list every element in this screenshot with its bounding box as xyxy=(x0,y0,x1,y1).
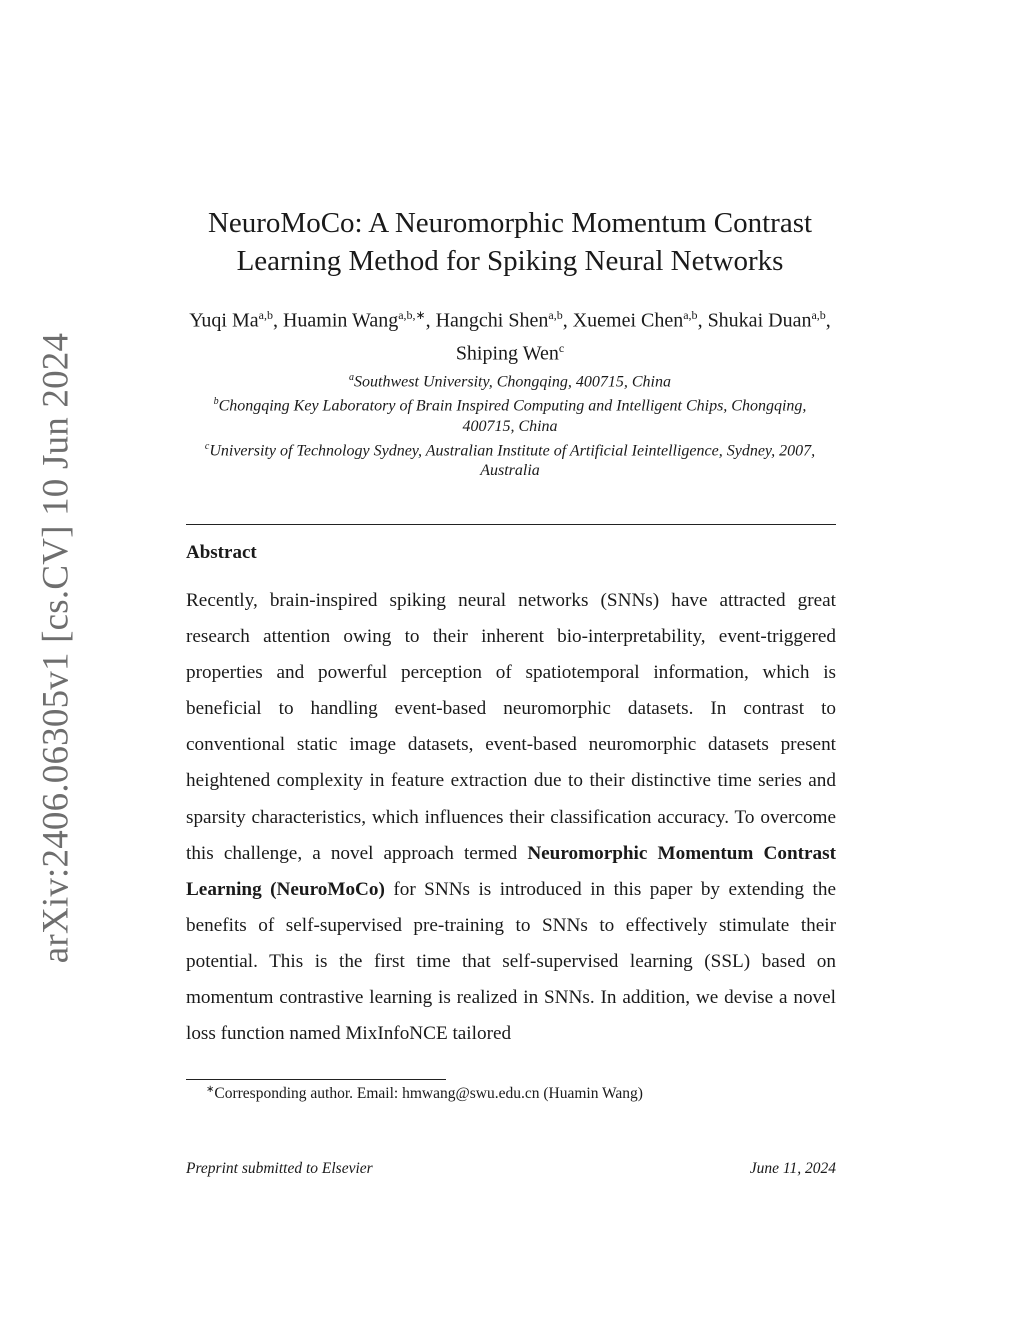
abstract-method-name: Neuromorphic Momentum Contrast Learning (NeuroMoCo) xyxy=(186,842,836,900)
affiliation-text: University of Technology Sydney, Australian Institute of Artificial Ieintelligence, Sydney, 2007, Australia xyxy=(209,441,816,479)
footer-date: June 11, 2024 xyxy=(749,1160,836,1177)
author-affil-mark: a,b xyxy=(258,308,273,322)
author-name: Shiping Wen xyxy=(455,342,559,365)
arxiv-identifier-stamp: arXiv:2406.06305v1 [cs.CV] 10 Jun 2024 xyxy=(35,332,77,964)
affiliation-b xyxy=(200,392,820,436)
affiliation-c xyxy=(200,437,820,481)
affiliation-a xyxy=(200,368,820,392)
author-name: Yuqi Ma xyxy=(189,309,259,332)
affiliations xyxy=(200,368,820,481)
affiliation-mark: a xyxy=(349,372,355,383)
footnote xyxy=(206,1084,643,1103)
affiliation-mark: c xyxy=(204,440,210,452)
abstract-body xyxy=(186,583,836,1052)
title-line-2: Learning Method for Spiking Neural Networks xyxy=(236,245,784,277)
abstract-text-part-2: for SNNs is introduced in this paper by extending the benefits of self-supervised pre-training to SNNs to effectively stimulate their potential. This is the first time that self-supervised learning (SSL) based on momentum contrastive learning is realized in SNNs. In addition, we devise a novel loss function named MixInfoNCE tailored xyxy=(186,878,837,1045)
abstract-heading: Abstract xyxy=(186,542,257,563)
affiliation-mark: b xyxy=(213,396,219,408)
author-affil-mark: c xyxy=(558,340,565,355)
author-name: Xuemei Chen xyxy=(572,309,684,332)
author-name: Huamin Wang xyxy=(282,309,399,332)
footnote-mark: ∗ xyxy=(206,1084,215,1095)
footnote-rule xyxy=(186,1079,446,1080)
affiliation-text: Chongqing Key Laboratory of Brain Inspired Computing and Intelligent Chips, Chongqing, 400715, China xyxy=(218,397,807,435)
author-affil-mark: a,b xyxy=(683,308,698,322)
abstract-top-rule xyxy=(186,524,836,525)
author-affil-mark: a,b xyxy=(548,308,563,322)
author-affil-mark: a,b xyxy=(811,308,826,322)
footer-preprint-note: Preprint submitted to Elsevier xyxy=(186,1160,373,1177)
author-list: Yuqi Ma$^{a,b}$, Huamin Wang$^{a,b,∗}$, Hangchi Shen$^{a,b}$, Xuemei Chen$^{a,b}$, Shukai Duan$^{a,b}$, Shiping Wen$^c$ xyxy=(189,308,831,365)
author-affil-mark: a,b,∗ xyxy=(398,308,426,322)
footnote-text: Corresponding author. Email: hmwang@swu.edu.cn (Huamin Wang) xyxy=(214,1085,643,1103)
author-name: Hangchi Shen xyxy=(435,309,549,332)
paper-title xyxy=(120,204,900,280)
abstract-text-part-1: Recently, brain-inspired spiking neural networks (SNNs) have attracted great research attention owing to their inherent bio-interpretability, event-triggered properties and powerful perception of spatiotemporal information, which is beneficial to handling event-based neuromorphic datasets. In contrast to conventional static image datasets, event-based neuromorphic datasets present heightened complexity in feature extraction due to their distinctive time series and sparsity characteristics, which influences their classification accuracy. To overcome this challenge, a novel approach termed xyxy=(186,590,836,864)
title-line-1: NeuroMoCo: A Neuromorphic Momentum Contrast xyxy=(207,207,813,239)
author-name: Shukai Duan xyxy=(707,309,812,332)
affiliation-text: Southwest University, Chongqing, 400715, China xyxy=(354,373,671,391)
